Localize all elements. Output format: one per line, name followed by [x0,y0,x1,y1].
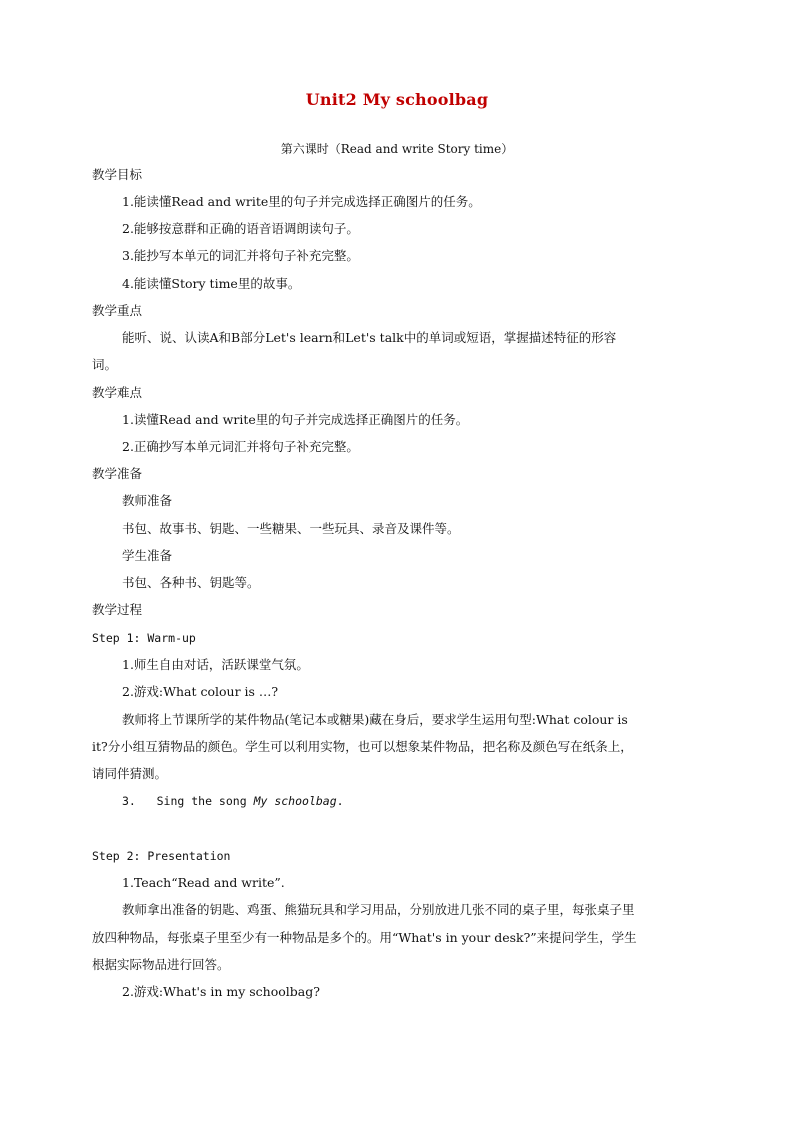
step2-paragraph-cont: 放四种物品，每张桌子里至少有一种物品是多个的。用“What's in your desk?”来提问学生，学生 [92,930,637,945]
step2-title: Step 2: Presentation [92,849,231,863]
objectives-heading: 教学目标 [92,167,143,182]
student-prep-label: 学生准备 [122,548,173,563]
step1-title: Step 1: Warm-up [92,631,196,645]
step2-paragraph: 教师拿出准备的钥匙、鸡蛋、熊猫玩具和学习用品，分别放进几张不同的桌子里，每张桌子里 [122,902,635,917]
objective-item: 1.能读懂Read and write里的句子并完成选择正确图片的任务。 [122,194,481,209]
lesson-subtitle: 第六课时（Read and write Story time） [280,142,514,156]
step1-song-item [122,792,344,810]
step1-item: 1.师生自由对话，活跃课堂气氛。 [122,657,309,672]
step1-paragraph: 教师将上节课所学的某件物品(笔记本或糖果)藏在身后，要求学生运用句型:What colour is [122,712,628,727]
teacher-prep-label: 教师准备 [122,493,173,508]
difficulty-item: 1.读懂Read and write里的句子并完成选择正确图片的任务。 [122,412,469,427]
teacher-prep-items: 书包、故事书、钥匙、一些糖果、一些玩具、录音及课件等。 [122,521,460,536]
step1-paragraph-cont: 请同伴猜测。 [92,766,168,781]
step2-item: 2.游戏:What's in my schoolbag? [122,984,320,999]
objective-item: 3.能抄写本单元的词汇并将句子补充完整。 [122,248,359,263]
difficulties-heading: 教学难点 [92,385,143,400]
step2-item: 1.Teach“Read and write”. [122,875,285,890]
song-item-suffix: . [336,794,344,808]
step1-item: 2.游戏:What colour is …? [122,684,279,699]
step2-paragraph-cont: 根据实际物品进行回答。 [92,957,230,972]
step1-paragraph-cont: it?分小组互猜物品的颜色。学生可以利用实物，也可以想象某件物品，把名称及颜色写在纸条上， [92,739,633,754]
document-title: Unit2 My schoolbag [305,90,489,109]
song-title: My schoolbag [253,794,337,808]
preparation-heading: 教学准备 [92,466,143,481]
process-heading: 教学过程 [92,602,143,617]
key-points-text-cont: 词。 [92,357,118,372]
key-points-heading: 教学重点 [92,303,143,318]
student-prep-items: 书包、各种书、钥匙等。 [122,575,260,590]
objective-item: 4.能读懂Story time里的故事。 [122,276,301,291]
objective-item: 2.能够按意群和正确的语音语调朗读句子。 [122,221,359,236]
difficulty-item: 2.正确抄写本单元词汇并将句子补充完整。 [122,439,359,454]
song-item-prefix: 3. Sing the song [122,794,254,808]
key-points-text: 能听、说、认读A和B部分Let's learn和Let's talk中的单词或短语，掌握描述特征的形容 [122,330,617,345]
